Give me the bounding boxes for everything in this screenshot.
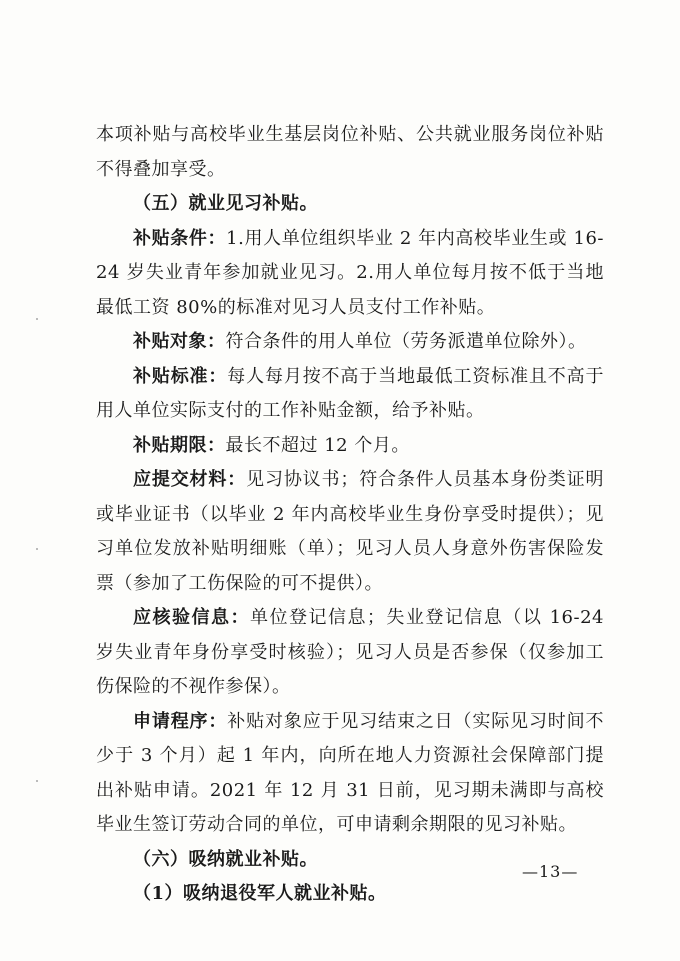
page-number: —13— [522, 862, 579, 881]
paragraph-text: 每人每月按不高于当地最低工资标准且不高于用人单位实际支付的工作补贴金额，给予补贴。 [96, 365, 605, 421]
paragraph-subsidy-standard [96, 360, 604, 429]
heading-text: （1）吸纳退役军人就业补贴。 [133, 883, 387, 904]
paragraph-label: 补贴对象： [133, 331, 226, 352]
paragraph-subsidy-target [96, 325, 604, 360]
paragraph-label: 补贴条件： [133, 227, 227, 249]
paragraph-text: 符合条件的用人单位（劳务派遣单位除外）。 [225, 331, 587, 352]
subsection-heading-veteran-subsidy [96, 877, 604, 912]
paragraph-subsidy-conditions [96, 222, 604, 326]
paragraph-label: 应提交材料： [133, 469, 247, 490]
paragraph-text: 1.用人单位组织毕业 2 年内高校毕业生或 16-24 岁失业青年参加就业见习。2.用人单位每月按不低于当地最低工资 80%的标准对见习人员支付工作补贴。 [96, 227, 605, 318]
paragraph-text: 单位登记信息；失业登记信息（以 16-24 岁失业青年身份享受时核验）；见习人员是否参保（仅参加工伤保险的不视作参保）。 [96, 607, 604, 697]
paragraph-continuation [96, 118, 604, 187]
paragraph-label: 补贴标准： [133, 365, 228, 387]
paragraph-required-materials [96, 463, 604, 601]
scan-speck [36, 548, 38, 550]
heading-text: （六）吸纳就业补贴。 [133, 848, 318, 870]
paragraph-text: 补贴对象应于见习结束之日（实际见习时间不少于 3 个月）起 1 年内，向所在地人力资源社会保障部门提出补贴申请。2021 年 12 月 31 日前，见习期未满即与高校毕业生签订劳动合同的单位，可申请剩余期限的见习补贴。 [96, 710, 605, 835]
paragraph-text: 最长不超过 12 个月。 [225, 434, 410, 456]
paragraph-subsidy-period [96, 429, 604, 464]
scan-speck [36, 318, 38, 320]
paragraph-application-procedure [96, 705, 604, 843]
paragraph-text: 见习协议书；符合条件人员基本身份类证明或毕业证书（以毕业 2 年内高校毕业生身份享受时提供）；见习单位发放补贴明细账（单）；见习人员人身意外伤害保险发票（参加了工伤保险的可不提供）。 [96, 469, 604, 594]
section-heading-internship-subsidy [96, 187, 604, 222]
paragraph-label: 补贴期限： [133, 434, 226, 456]
paragraph-label: 应核验信息： [133, 607, 250, 628]
paragraph-label: 申请程序： [133, 710, 228, 732]
paragraph-text: 本项补贴与高校毕业生基层岗位补贴、公共就业服务岗位补贴不得叠加享受。 [96, 124, 604, 180]
scan-speck [36, 780, 38, 782]
document-body [96, 118, 604, 912]
paragraph-verification-info [96, 601, 604, 705]
heading-text: （五）就业见习补贴。 [133, 193, 318, 214]
